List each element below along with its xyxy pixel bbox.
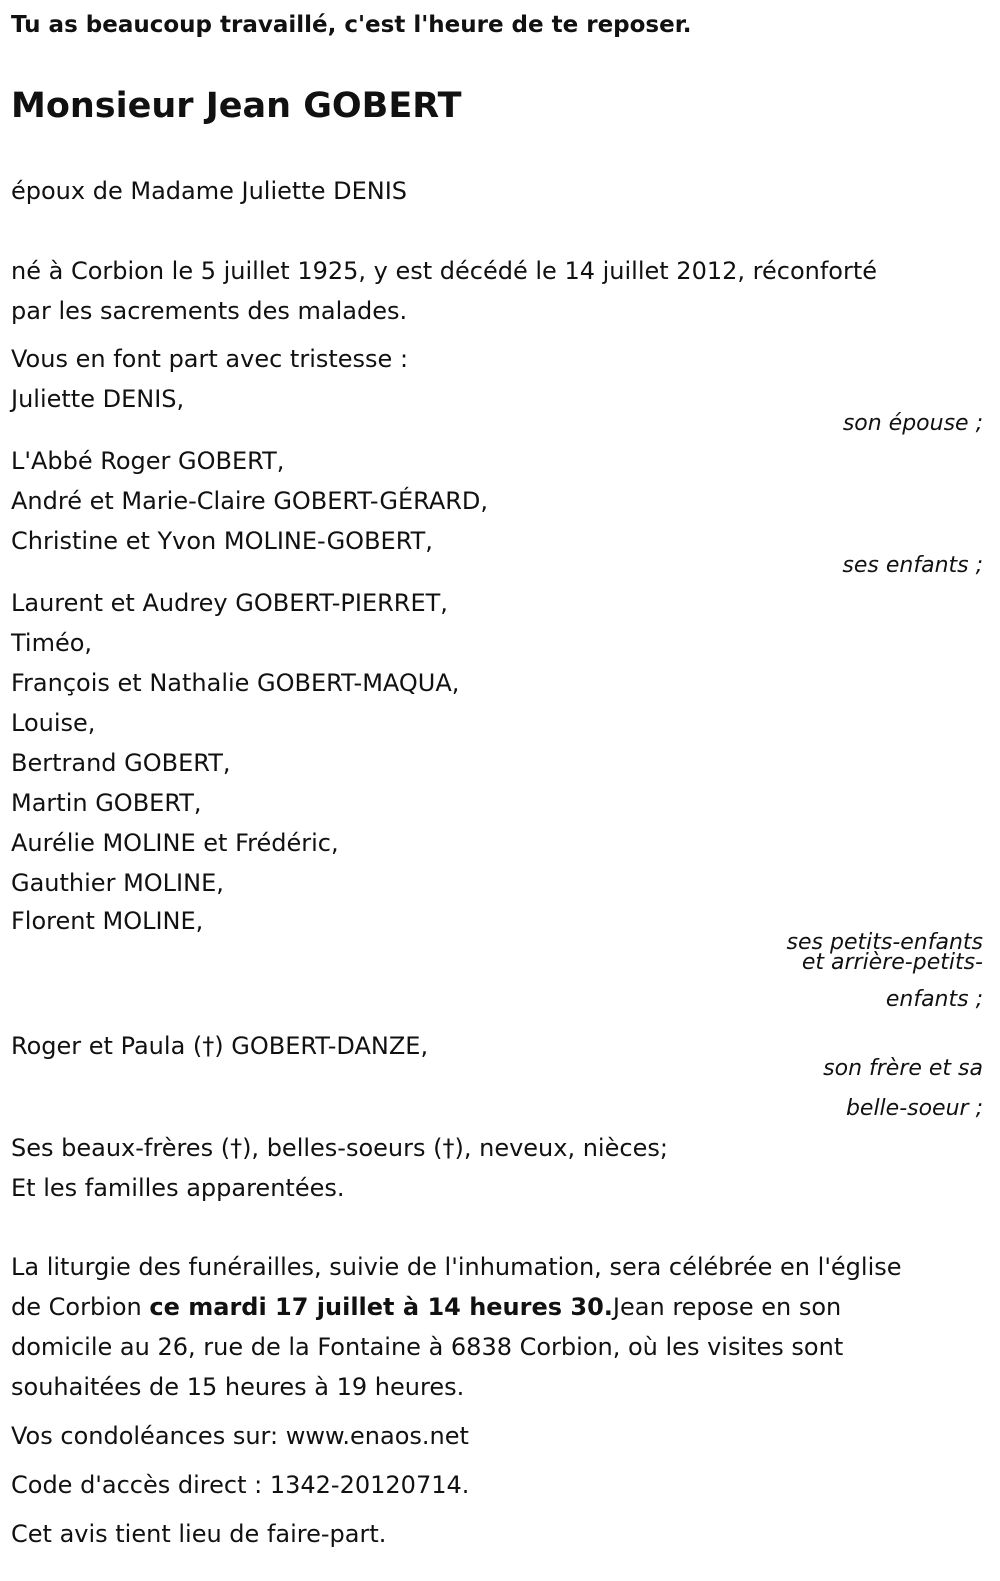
relation-grandchildren-line: enfants ; (885, 987, 983, 1012)
notice-line: Cet avis tient lieu de faire-part. (11, 1520, 387, 1548)
funeral-line-2 (11, 1292, 841, 1322)
child-name: Christine et Yvon MOLINE-GOBERT, (11, 527, 433, 555)
funeral-line-4: souhaitées de 15 heures à 19 heures. (11, 1373, 465, 1401)
access-code-line: Code d'accès direct : 1342-20120714. (11, 1471, 470, 1499)
spouse-name: Juliette DENIS, (11, 385, 185, 413)
relation-sibling-line: belle-soeur ; (845, 1096, 983, 1121)
motto: Tu as beaucoup travaillé, c'est l'heure de te reposer. (11, 12, 692, 38)
grandchild-name: Aurélie MOLINE et Frédéric, (11, 829, 339, 857)
grandchild-name: Florent MOLINE, (11, 907, 204, 935)
relation-grandchildren-line: ses petits-enfants (786, 930, 983, 955)
grandchild-name: Bertrand GOBERT, (11, 749, 231, 777)
child-name: André et Marie-Claire GOBERT-GÉRARD, (11, 487, 489, 515)
funeral-line-2-prefix: de Corbion (11, 1293, 150, 1321)
grandchild-name: Louise, (11, 709, 96, 737)
relation-sibling (823, 1055, 983, 1123)
relation-children: ses enfants ; (842, 553, 983, 578)
relation-grandchildren (787, 930, 983, 1014)
relation-sibling-line: son frère et sa (823, 1056, 983, 1081)
funeral-line-3: domicile au 26, rue de la Fontaine à 6838 Corbion, où les visites sont (11, 1333, 844, 1361)
birth-death-line-1: né à Corbion le 5 juillet 1925, y est décédé le 14 juillet 2012, réconforté (11, 257, 878, 285)
birth-death-line-2: par les sacrements des malades. (11, 297, 408, 325)
grandchild-name: Timéo, (11, 629, 93, 657)
grandchild-name: Martin GOBERT, (11, 789, 202, 817)
spouse-line: époux de Madame Juliette DENIS (11, 177, 407, 205)
grandchild-name: Laurent et Audrey GOBERT-PIERRET, (11, 589, 448, 617)
relation-grandchildren-line: et arrière-petits- (801, 950, 983, 975)
funeral-line-1: La liturgie des funérailles, suivie de l'inhumation, sera célébrée en l'église (11, 1253, 902, 1281)
relation-spouse: son épouse ; (842, 411, 983, 436)
sibling-name: Roger et Paula (†) GOBERT-DANZE, (11, 1032, 429, 1060)
other-relatives-line: Et les familles apparentées. (11, 1174, 345, 1202)
grandchild-name: Gauthier MOLINE, (11, 869, 224, 897)
page-title: Monsieur Jean GOBERT (11, 86, 462, 126)
announce-line: Vous en font part avec tristesse : (11, 345, 409, 373)
other-relatives-line: Ses beaux-frères (†), belles-soeurs (†), neveux, nièces; (11, 1134, 668, 1162)
condolences-line: Vos condoléances sur: www.enaos.net (11, 1422, 469, 1450)
funeral-line-2-suffix: Jean repose en son (612, 1293, 842, 1321)
child-name: L'Abbé Roger GOBERT, (11, 447, 285, 475)
grandchild-name: François et Nathalie GOBERT-MAQUA, (11, 669, 460, 697)
funeral-date: ce mardi 17 juillet à 14 heures 30. (149, 1293, 613, 1321)
